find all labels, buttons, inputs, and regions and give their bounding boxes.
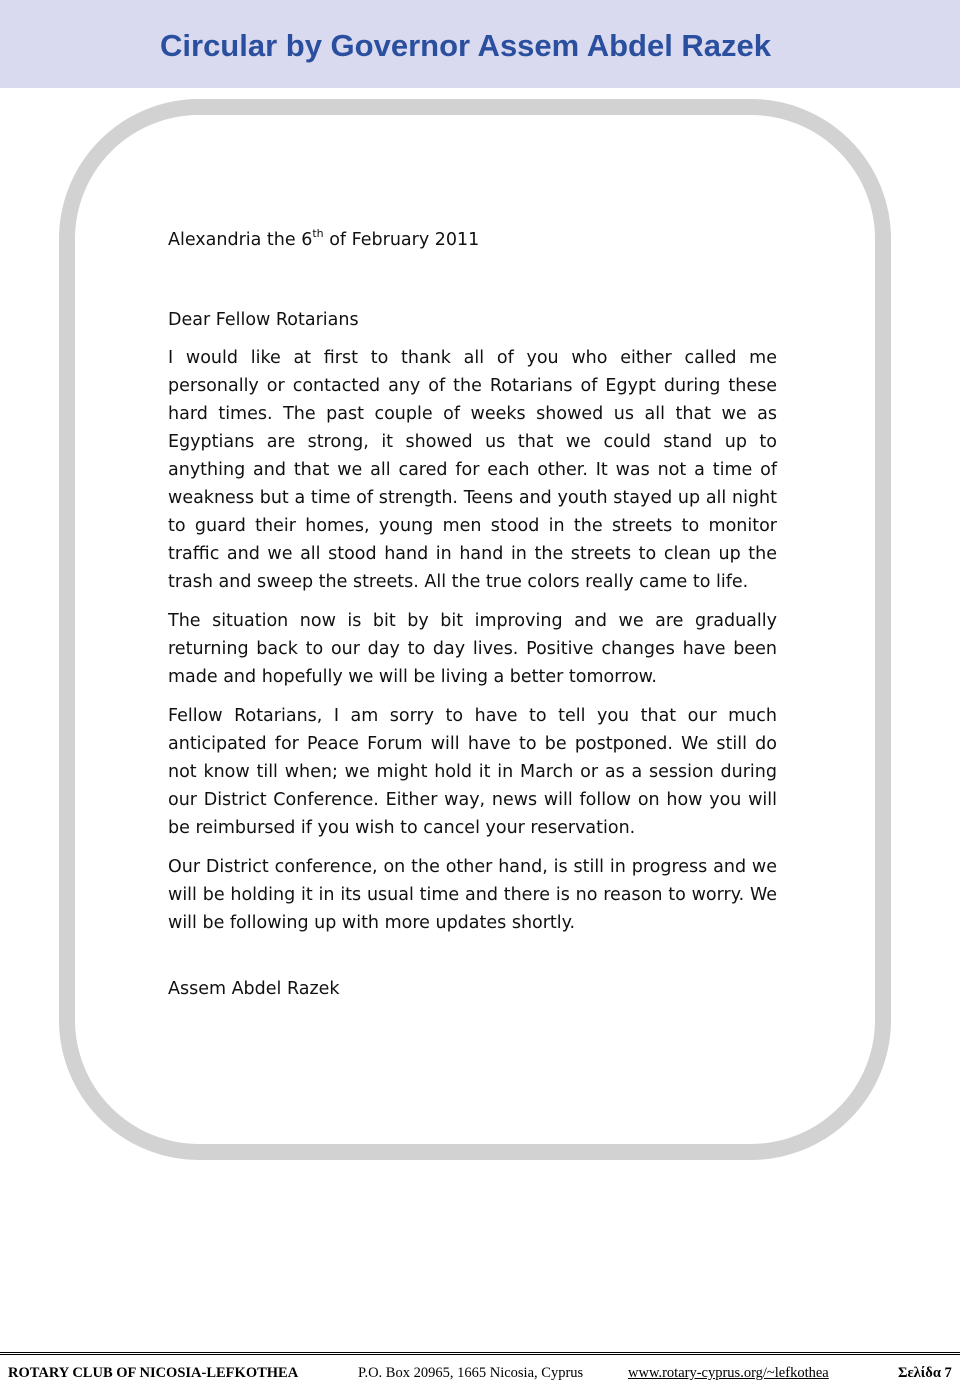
date-suffix: of February 2011 — [323, 230, 480, 250]
paragraph: Fellow Rotarians, I am sorry to have to tell you that our much anticipated for Peace Forum will have to be postponed. We still do not know till when; we might hold it in March or as a session during our District Conference. Either way, news will follow on how you will be reimbursed if you wish to cancel your reservation. — [168, 706, 777, 838]
footer-website-link[interactable]: www.rotary-cyprus.org/~lefkothea — [628, 1365, 829, 1381]
paragraph: The situation now is bit by bit improving and we are gradually returning back to our day to day lives. Positive changes have been made and hopefully we will be living a better tomorrow. — [168, 611, 777, 687]
letter-date — [168, 226, 777, 254]
signature: Assem Abdel Razek — [168, 979, 340, 999]
footer-club-name: ROTARY CLUB OF NICOSIA-LEFKOTHEA — [8, 1365, 299, 1381]
letter-body — [168, 226, 777, 1003]
date-ordinal: th — [312, 227, 324, 240]
page-title: Circular by Governor Assem Abdel Razek — [160, 28, 772, 63]
footer-rule — [0, 1352, 960, 1355]
footer-page-number: Σελίδα 7 — [898, 1365, 952, 1381]
header-band — [0, 0, 960, 88]
footer-address: P.O. Box 20965, 1665 Nicosia, Cyprus — [358, 1365, 584, 1381]
date-prefix: Alexandria the 6 — [168, 230, 313, 250]
footer — [0, 1362, 960, 1386]
paragraph: I would like at first to thank all of you who either called me personally or contacted any of the Rotarians of Egypt during these hard times. The past couple of weeks showed us all that we as Egyptians are strong, it showed us that we could stand up to anything and that we all cared for each other. It was not a time of weakness but a time of strength. Teens and youth stayed up all night to guard their homes, young men stood in the streets to monitor traffic and we all stood hand in hand in the streets to clean up the trash and sweep the streets. All the true colors really came to life. — [168, 348, 777, 592]
salutation: Dear Fellow Rotarians — [168, 310, 359, 330]
paragraph: Our District conference, on the other hand, is still in progress and we will be holding it in its usual time and there is no reason to worry. We will be following up with more updates shortly. — [168, 857, 777, 933]
